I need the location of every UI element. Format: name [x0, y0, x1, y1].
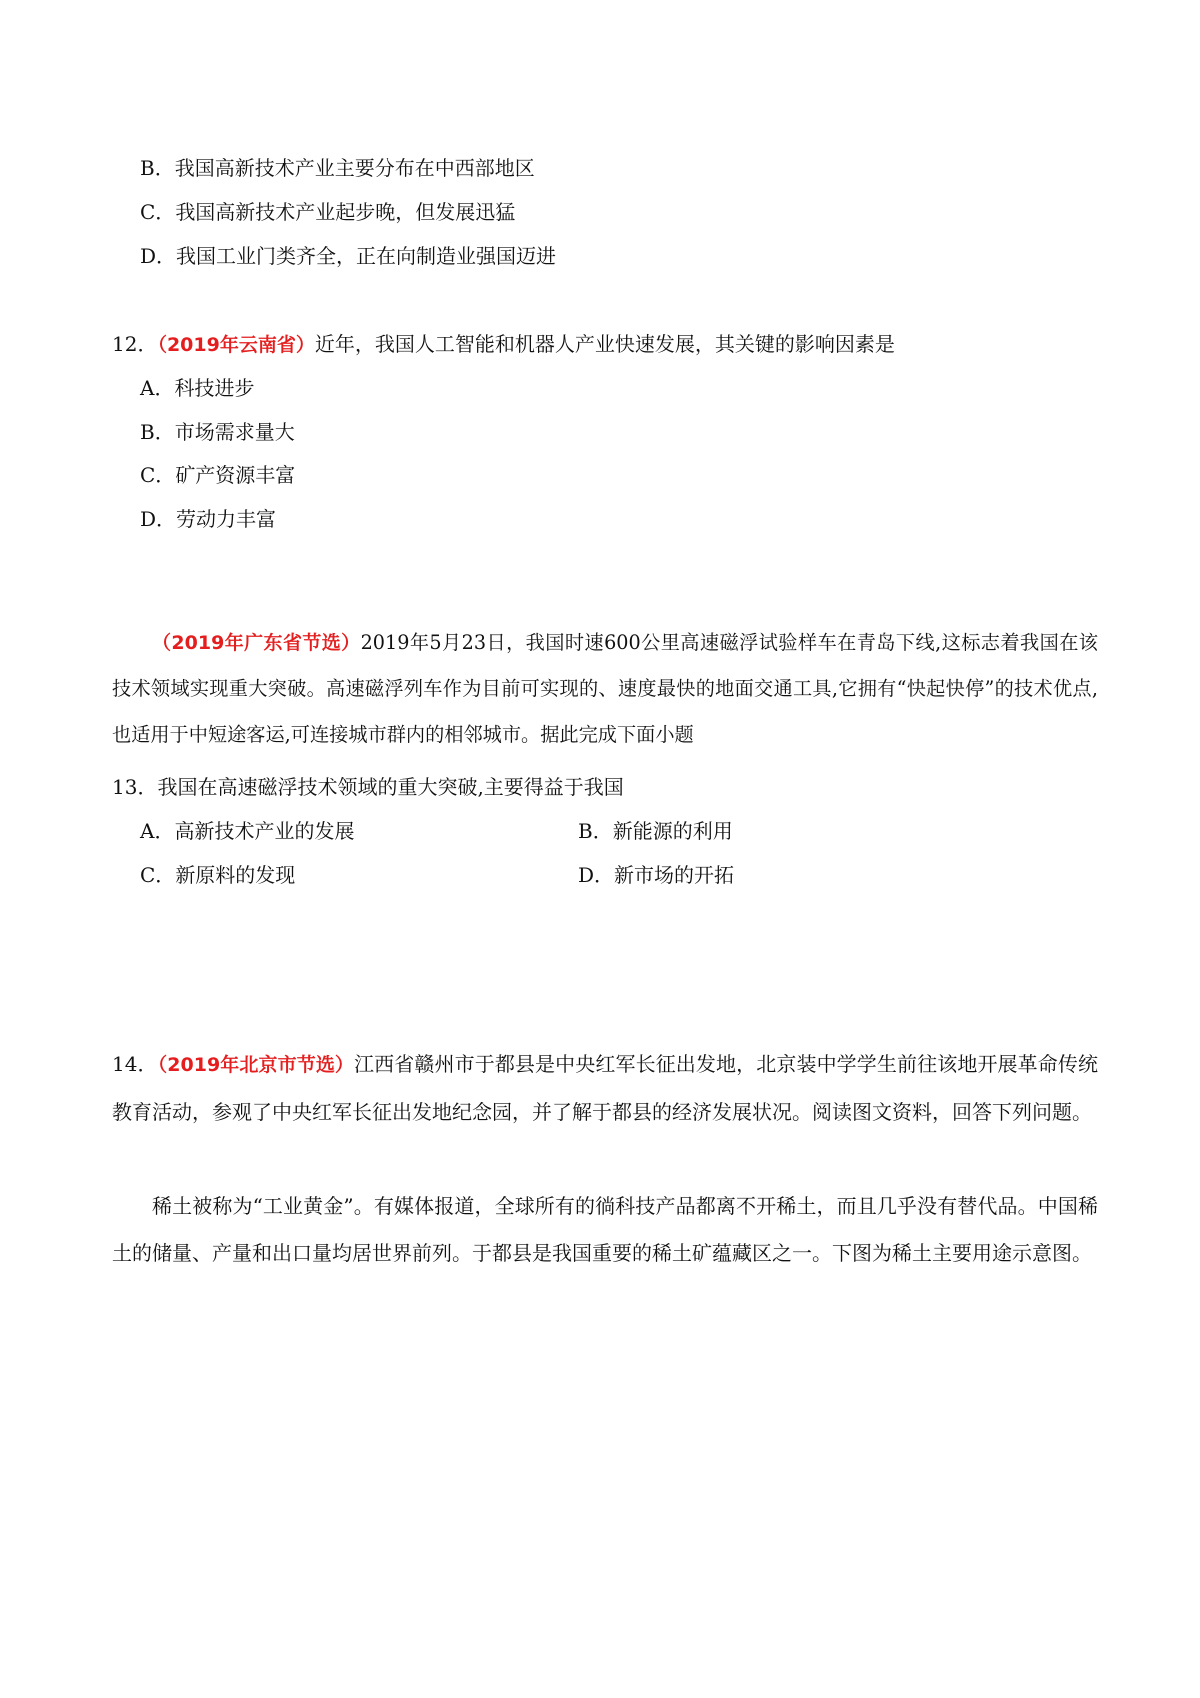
q12-stem — [112, 330, 895, 359]
q11-option-d: D．我国工业门类齐全，正在向制造业强国迈进 — [140, 244, 557, 268]
q14-stem — [112, 1041, 1098, 1136]
maglev-source: （2019年广东省节选） — [152, 632, 361, 654]
q12-option-d: D．劳动力丰富 — [140, 507, 277, 531]
q11-option-b: B．我国高新技术产业主要分布在中西部地区 — [140, 156, 535, 180]
q12-option-c: C．矿产资源丰富 — [140, 463, 296, 487]
q14-material: 稀土被称为“工业黄金”。有媒体报道，全球所有的徜科技产品都离不开稀土，而且几乎没有替代品。中国稀土的储量、产量和出口量均居世界前列。于都县是我国重要的稀土矿蕴藏区之一。下图为稀土主要用途示意图。 — [112, 1194, 1098, 1265]
q12-option-b: B．市场需求量大 — [140, 420, 295, 444]
q14-number: 14． — [112, 1052, 158, 1076]
q12-option-a: A．科技进步 — [140, 376, 255, 400]
q14-source: （2019年北京市节选） — [157, 1054, 355, 1076]
q13-option-a: A．高新技术产业的发展 — [140, 819, 355, 843]
maglev-text: 2019年5月23日，我国时速600公里高速磁浮试验样车在青岛下线,这标志着我国在该技术领域实现重大突破。高速磁浮列车作为目前可实现的、速度最快的地面交通工具,它拥有“快起快停”的技术优点,也适用于中短途客运,可连接城市群内的相邻城市。据此完成下面小题 — [112, 631, 1098, 746]
q12-source: （2019年云南省） — [157, 334, 315, 356]
q12-stem-text: 近年，我国人工智能和机器人产业快速发展，其关键的影响因素是 — [314, 332, 895, 356]
q12-number: 12． — [112, 332, 158, 356]
q13-number: 13． — [112, 775, 158, 799]
q13-stem-text: 我国在高速磁浮技术领域的重大突破,主要得益于我国 — [157, 775, 624, 799]
maglev-material — [112, 620, 1098, 758]
q14-stem-text: 江西省赣州市于都县是中央红军长征出发地，北京装中学学生前往该地开展革命传统教育活动，参观了中央红军长征出发地纪念园，并了解于都县的经济发展状况。阅读图文资料，回答下列问题。 — [112, 1052, 1098, 1124]
q13-option-c: C．新原料的发现 — [140, 863, 296, 887]
q11-option-c: C．我国高新技术产业起步晚，但发展迅猛 — [140, 200, 516, 224]
q13-option-b: B．新能源的利用 — [578, 819, 733, 843]
q13-stem — [112, 773, 624, 801]
q13-option-d: D．新市场的开拓 — [578, 863, 735, 887]
